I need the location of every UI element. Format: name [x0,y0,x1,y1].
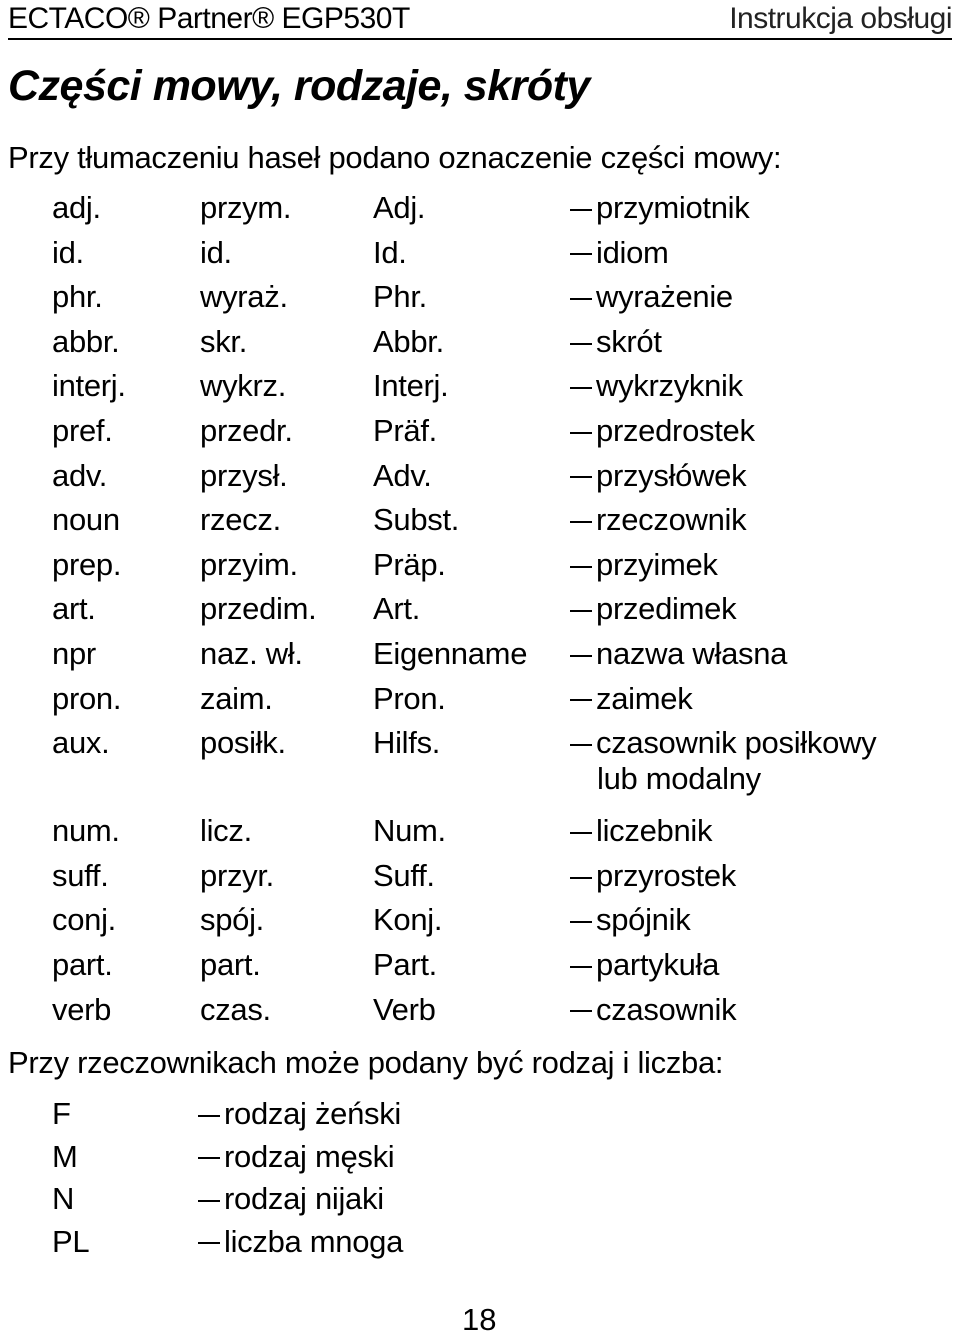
english-abbreviation: noun [52,502,120,538]
dash-mark [570,476,592,478]
part-of-speech-meaning [570,813,712,849]
german-abbreviation: Phr. [373,279,427,315]
dash-mark [570,253,592,255]
polish-abbreviation: rzecz. [200,502,281,538]
polish-abbreviation: wykrz. [200,368,287,404]
english-abbreviation: adv. [52,457,108,493]
english-abbreviation: suff. [52,857,109,893]
polish-abbreviation: zaim. [200,680,273,716]
german-abbreviation: Art. [373,591,421,627]
german-abbreviation: Präf. [373,412,437,448]
part-of-speech-meaning [570,947,719,983]
gender-code: PL [52,1223,90,1259]
meaning-text: nazwa własna [596,635,788,671]
english-abbreviation: prep. [52,546,122,582]
meaning-text: przyrostek [596,857,736,893]
dash-mark [570,744,592,746]
dash-mark [198,1157,220,1159]
part-of-speech-meaning [570,547,718,583]
page-number: 18 [462,1302,497,1337]
dash-mark [570,921,592,923]
part-of-speech-meaning [570,190,749,226]
polish-abbreviation: przyr. [200,857,274,893]
english-abbreviation: conj. [52,902,116,938]
header-product-name: ECTACO® Partner® EGP530T [8,2,410,35]
meaning-text: przysłówek [596,457,747,493]
english-abbreviation: verb [52,991,112,1027]
polish-abbreviation: przym. [200,190,292,225]
section-title: Części mowy, rodzaje, skróty [8,62,590,110]
part-of-speech-meaning [570,368,743,404]
header-manual-title: Instrukcja obsługi [729,2,952,35]
part-of-speech-meaning [570,324,662,360]
english-abbreviation: art. [52,591,96,627]
meaning-text: czasownik [596,991,737,1027]
part-of-speech-meaning [570,591,736,627]
english-abbreviation: pref. [52,412,113,448]
dash-mark [570,298,592,300]
german-abbreviation: Suff. [373,857,435,893]
meaning-text: czasownik posiłkowy [596,725,877,761]
dash-mark [570,610,592,612]
meaning-text: spójnik [596,902,691,938]
dash-mark [570,432,592,434]
german-abbreviation: Adj. [373,190,426,225]
meaning-text: przedimek [596,591,737,627]
polish-abbreviation: licz. [200,813,252,849]
german-abbreviation: Hilfs. [373,725,441,761]
meaning-text: rzeczownik [596,502,747,538]
dash-mark [570,566,592,568]
german-abbreviation: Num. [373,813,446,849]
part-of-speech-meaning [570,902,690,938]
german-abbreviation: Id. [373,234,407,270]
dash-mark [198,1200,220,1202]
english-abbreviation: interj. [52,368,126,404]
polish-abbreviation: posiłk. [200,725,286,761]
meaning-text: rodzaj męski [224,1138,395,1174]
dash-mark [570,387,592,389]
english-abbreviation: abbr. [52,323,120,359]
gender-meaning [198,1224,403,1260]
german-abbreviation: Abbr. [373,323,444,359]
meaning-text: zaimek [596,680,693,716]
dash-mark [570,832,592,834]
meaning-text: skrót [596,323,662,359]
gender-code: N [52,1181,75,1216]
gender-code: M [52,1138,78,1174]
polish-abbreviation: przyim. [200,546,298,582]
dash-mark [570,655,592,657]
polish-abbreviation: id. [200,234,232,270]
english-abbreviation: id. [52,234,84,270]
gender-intro: Przy rzeczownikach może podany być rodzaj i liczba: [8,1045,724,1080]
english-abbreviation: adj. [52,190,101,225]
part-of-speech-meaning [570,413,755,449]
english-abbreviation: part. [52,946,113,982]
german-abbreviation: Pron. [373,680,446,716]
german-abbreviation: Verb [373,991,436,1027]
german-abbreviation: Part. [373,946,437,982]
parts-of-speech-intro: Przy tłumaczeniu haseł podano oznaczenie części mowy: [8,140,782,175]
german-abbreviation: Konj. [373,902,443,938]
polish-abbreviation: czas. [200,991,271,1027]
polish-abbreviation: naz. wł. [200,635,303,671]
meaning-text: przedrostek [596,412,755,448]
gender-meaning [198,1181,384,1217]
english-abbreviation: phr. [52,279,103,315]
part-of-speech-meaning [570,279,733,315]
meaning-text-continued: lub modalny [597,761,761,797]
meaning-text: rodzaj nijaki [224,1181,384,1216]
meaning-text: liczba mnoga [224,1223,404,1259]
dash-mark [198,1115,220,1117]
meaning-text: wyrażenie [596,279,733,315]
gender-meaning [198,1096,401,1132]
meaning-text: partykuła [596,946,720,982]
dash-mark [570,1010,592,1012]
polish-abbreviation: skr. [200,323,248,359]
meaning-text: liczebnik [596,813,713,849]
german-abbreviation: Interj. [373,368,449,404]
dash-mark [570,209,592,211]
part-of-speech-meaning [570,992,736,1028]
dash-mark [570,877,592,879]
dash-mark [570,699,592,701]
english-abbreviation: pron. [52,680,122,716]
meaning-text: idiom [596,234,669,270]
german-abbreviation: Eigenname [373,635,528,671]
english-abbreviation: num. [52,813,120,849]
gender-code: F [52,1096,71,1131]
polish-abbreviation: przysł. [200,457,288,493]
part-of-speech-meaning [570,458,746,494]
dash-mark [198,1242,220,1244]
polish-abbreviation: spój. [200,902,264,938]
dash-mark [570,966,592,968]
polish-abbreviation: przedim. [200,591,317,627]
gender-meaning [198,1139,394,1175]
meaning-text: wykrzyknik [596,368,743,404]
english-abbreviation: aux. [52,725,110,761]
polish-abbreviation: przedr. [200,412,293,448]
part-of-speech-meaning [570,636,787,672]
part-of-speech-meaning [570,858,736,894]
part-of-speech-meaning [570,681,692,717]
page-header [8,0,952,40]
part-of-speech-meaning [570,502,746,538]
german-abbreviation: Adv. [373,457,432,493]
english-abbreviation: npr [52,635,96,671]
part-of-speech-meaning [570,235,669,271]
meaning-text: przyimek [596,546,718,582]
part-of-speech-meaning [570,725,876,797]
meaning-text: przymiotnik [596,190,750,225]
dash-mark [570,521,592,523]
german-abbreviation: Subst. [373,502,460,538]
german-abbreviation: Präp. [373,546,446,582]
meaning-text: rodzaj żeński [224,1096,402,1131]
polish-abbreviation: wyraż. [200,279,288,315]
dash-mark [570,343,592,345]
polish-abbreviation: part. [200,946,261,982]
